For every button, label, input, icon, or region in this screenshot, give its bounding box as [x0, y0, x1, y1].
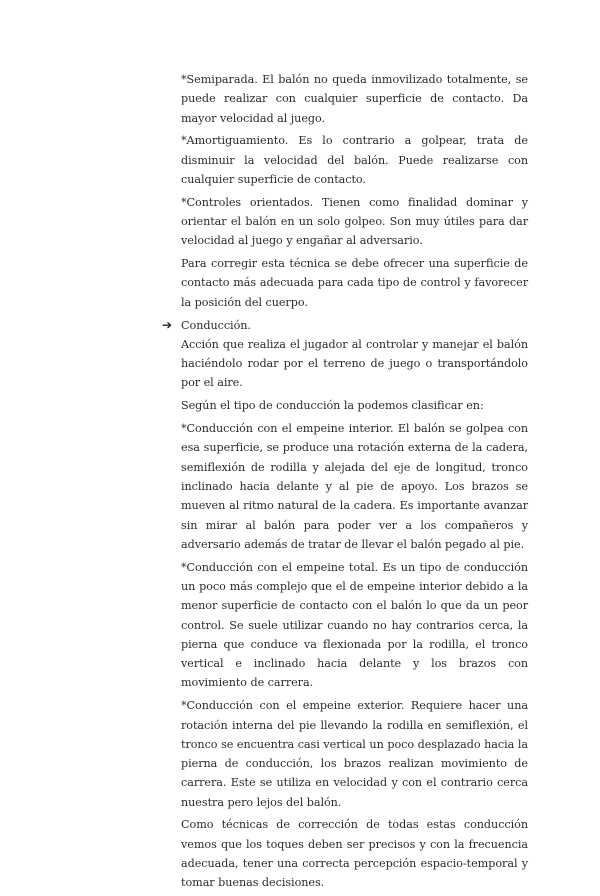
bullet-label: Conducción. [181, 318, 251, 332]
paragraph-semiparada: *Semiparada. El balón no queda inmovilizado totalmente, se puede realizar con cualquier superficie de contacto. Da mayor velocidad al juego. [181, 73, 528, 125]
arrow-right-icon: ➔ [162, 317, 173, 332]
paragraph-controles-orientados: *Controles orientados. Tienen como finalidad dominar y orientar el balón en un solo golpeo. Son muy útiles para dar velocidad al juego y engañar al adversario. [181, 195, 528, 248]
body-text [162, 70, 528, 896]
paragraph-amortiguamiento: *Amortiguamiento. Es lo contrario a golpear, trata de disminuir la velocidad del balón. Puede realizarse con cualquier superficie de contacto. [181, 134, 528, 186]
paragraph-correccion-conduccion: Como técnicas de corrección de todas estas conducción vemos que los toques deben ser precisos y con la frecuencia adecuada, tener una correcta percepción espacio-temporal y tomar buenas decisiones. [181, 818, 528, 890]
paragraph-empeine-interior: *Conducción con el empeine interior. El balón se golpea con esa superficie, se produce una rotación externa de la cadera, semiflexión de rodilla y alejada del eje de longitud, tronco inclinado hacia delante y al pie de apoyo. Los brazos se mueven al ritmo natural de la cadera. Es importante avanzar sin mirar al balón para poder ver a los compañeros y adversario además de tratar de llevar el balón pegado al pie. [181, 422, 528, 551]
paragraph-correccion-control: Para corregir esta técnica se debe ofrecer una superficie de contacto más adecuada para cada tipo de control y favorecer la posición del cuerpo. [181, 257, 528, 309]
paragraph-empeine-total: *Conducción con el empeine total. Es un tipo de conducción un poco más complejo que el de empeine interior debido a la menor superficie de contacto con el balón lo que da un peor control. Se suele utilizar cuando no hay contrarios cerca, la pierna que conduce va flexionada por la rodilla, el tronco vertical e inclinado hacia delante y los brazos con movimiento de carrera. [181, 560, 528, 690]
paragraph-definicion-conduccion: Acción que realiza el jugador al controlar y manejar el balón haciéndolo rodar por el terreno de juego o transportándolo por el aire. [181, 337, 528, 390]
paragraph-clasificacion: Según el tipo de conducción la podemos clasificar en: [181, 399, 484, 413]
paragraph-empeine-exterior: *Conducción con el empeine exterior. Requiere hacer una rotación interna del pie llevando la rodilla en semiflexión, el tronco se encuentra casi vertical un poco desplazado hacia la pierna de conducción, los brazos realizan movimiento de carrera. Este se utiliza en velocidad y con el contrario cerca nuestra pero lejos del balón. [181, 699, 528, 809]
bullet-conduccion [162, 316, 528, 335]
